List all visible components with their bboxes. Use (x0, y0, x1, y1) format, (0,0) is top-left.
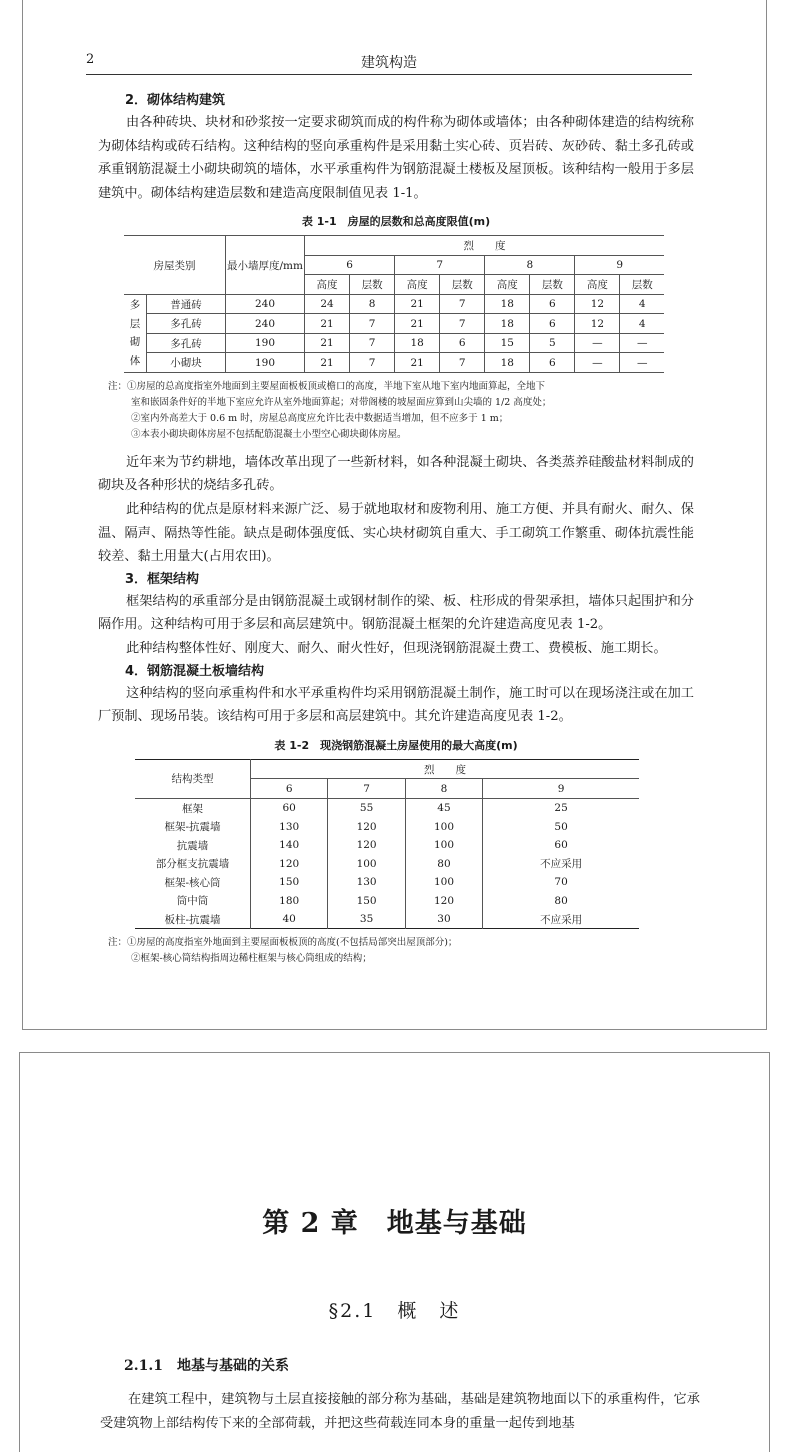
table-row (124, 294, 664, 314)
table1-cell: 7 (350, 333, 395, 353)
table1-subheader: 高度 (575, 275, 620, 295)
note-line: ②室内外高差大于 0.6 m 时，房屋总高度应允许比表中数据适当增加，但不应多于 1 m； (131, 412, 509, 424)
table1 (124, 235, 664, 373)
table1-cell: 7 (350, 314, 395, 334)
table1-cell: 21 (305, 333, 350, 353)
table2-cell: 框架 (135, 798, 251, 817)
note-line: ③本表小砌块砌体房屋不包括配筋混凝土小型空心砌块砌体房屋。 (131, 428, 407, 440)
table2-cell: 框架-抗震墙 (135, 817, 251, 836)
table-row (124, 333, 664, 353)
table2-cell: 45 (405, 798, 482, 817)
table2-cell: 100 (405, 836, 482, 855)
table1-intensity: 7 (395, 255, 485, 275)
table2-cell: 100 (405, 873, 482, 892)
table2-cell: 140 (251, 836, 328, 855)
table2-cell: 80 (405, 854, 482, 873)
table1-cell: — (620, 333, 664, 353)
table2-cell: 部分框支抗震墙 (135, 854, 251, 873)
table2-notes (108, 935, 694, 967)
table2-cell: 抗震墙 (135, 836, 251, 855)
table-row (135, 910, 639, 929)
table1-cell: 4 (620, 294, 664, 314)
table1-cell: 多孔砖 (147, 314, 226, 334)
table2-cell: 130 (328, 873, 405, 892)
group-char: 多 (129, 299, 141, 312)
table1-header-thickness: 最小墙厚度/mm (226, 236, 305, 295)
table2-intensity: 9 (483, 779, 639, 799)
table2-cell: 50 (483, 817, 639, 836)
subsection-title: 2.1.1 地基与基础的关系 (124, 1358, 289, 1374)
table1-cell: 18 (485, 353, 530, 373)
table2-cell: 120 (251, 854, 328, 873)
group-char: 体 (129, 354, 141, 367)
table2-intensity: 7 (328, 779, 405, 799)
table2-cell: 60 (483, 836, 639, 855)
table1-cell: 8 (350, 294, 395, 314)
table1-cell: 24 (305, 294, 350, 314)
table1-cell: 21 (395, 314, 440, 334)
table2-cell: 100 (328, 854, 405, 873)
table2-cell: 100 (405, 817, 482, 836)
note-line: 注：①房屋的总高度指室外地面到主要屋面板板顶或檐口的高度，半地下室从地下室内地面算起，全地下 (108, 380, 546, 392)
table2-cell: 25 (483, 798, 639, 817)
table-row (135, 836, 639, 855)
note-line: 室和嵌固条件好的半地下室应允许从室外地面算起；对带阁楼的坡屋面应算到山尖墙的 1/2 高度处； (131, 396, 552, 408)
table-row (135, 891, 639, 910)
group-char: 层 (129, 317, 141, 330)
table1-intensity: 8 (485, 255, 575, 275)
table1-cell: 15 (485, 333, 530, 353)
table1-cell: 21 (305, 353, 350, 373)
table1-header-intensity: 烈 度 (305, 236, 665, 256)
running-title: 建筑构造 (361, 55, 417, 71)
paragraph: 近年来为节约耕地，墙体改革出现了一些新材料，如各种混凝土砌块、各类蒸养硅酸盐材料制成的砌块及各种形状的烧结多孔砖。 (98, 454, 694, 494)
table1-cell: 7 (440, 314, 485, 334)
table1-header-type: 房屋类别 (124, 236, 226, 295)
table2-cell: 120 (328, 817, 405, 836)
table-row (135, 854, 639, 873)
table1-subheader: 层数 (620, 275, 664, 295)
page-number: 2 (86, 52, 95, 67)
table-row (124, 314, 664, 334)
table1-cell: — (575, 333, 620, 353)
table1-cell: 6 (530, 294, 575, 314)
table1-cell: 240 (226, 314, 305, 334)
table2-header-intensity: 烈 度 (251, 759, 640, 779)
table1-cell: 6 (530, 314, 575, 334)
table2-cell: 30 (405, 910, 482, 929)
table1-cell: 6 (530, 353, 575, 373)
paragraph: 这种结构的竖向承重构件和水平承重构件均采用钢筋混凝土制作，施工时可以在现场浇注或在加工厂预制、现场吊装。该结构可用于多层和高层建筑中。其允许建造高度见表 1-2。 (98, 685, 694, 725)
table1-subheader: 层数 (530, 275, 575, 295)
table1-cell: 18 (485, 294, 530, 314)
page-1-content (98, 90, 694, 975)
note-line: 注：①房屋的高度指室外地面到主要屋面板板顶的高度(不包括局部突出屋顶部分)； (108, 937, 458, 949)
table1-cell: 21 (395, 294, 440, 314)
paragraph: 此种结构的优点是原材料来源广泛、易于就地取材和废物利用、施工方便、并具有耐火、耐久、保温、隔声、隔热等性能。缺点是砌体强度低、实心块材砌筑自重大、手工砌筑工作繁重、砌体抗震性能较差、黏土用量大(占用农田)。 (98, 502, 694, 565)
table2-cell: 框架-核心筒 (135, 873, 251, 892)
table2-cell: 板柱-抗震墙 (135, 910, 251, 929)
table2-intensity: 6 (251, 779, 328, 799)
table2-cell: 150 (328, 891, 405, 910)
table-row (135, 798, 639, 817)
heading-shearwall: 4．钢筋混凝土板墙结构 (125, 663, 265, 679)
paragraph: 框架结构的承重部分是由钢筋混凝土或钢材制作的梁、板、柱形成的骨架承担，墙体只起围护和分隔作用。这种结构可用于多层和高层建筑中。钢筋混凝土框架的允许建造高度见表 1-2。 (98, 593, 694, 633)
table1-cell: 小砌块 (147, 353, 226, 373)
table1-intensity: 9 (575, 255, 664, 275)
table2-cell: 60 (251, 798, 328, 817)
running-header (86, 52, 692, 75)
table2-cell: 55 (328, 798, 405, 817)
table2 (135, 759, 639, 930)
paragraph: 在建筑工程中，建筑物与土层直接接触的部分称为基础，基础是建筑物地面以下的承重构件，它承受建筑物上部结构传下来的全部荷载，并把这些荷载连同本身的重量一起传到地基 (100, 1392, 700, 1431)
table2-intensity: 8 (405, 779, 482, 799)
note-line: ②框架-核心筒结构指周边稀柱框架与核心筒组成的结构； (131, 953, 372, 965)
group-char: 砌 (129, 336, 141, 349)
table1-cell: 7 (440, 353, 485, 373)
table2-cell: 不应采用 (483, 910, 639, 929)
table1-cell: 5 (530, 333, 575, 353)
table1-notes (108, 379, 694, 443)
table1-cell: 18 (395, 333, 440, 353)
table1-cell: — (620, 353, 664, 373)
table2-cell: 150 (251, 873, 328, 892)
table2-cell: 120 (328, 836, 405, 855)
section-title: §2.1 概 述 (328, 1300, 461, 1322)
table1-cell: 190 (226, 353, 305, 373)
table1-cell: 12 (575, 294, 620, 314)
table2-cell: 70 (483, 873, 639, 892)
table1-cell: 6 (440, 333, 485, 353)
table1-cell: — (575, 353, 620, 373)
page-2 (19, 1052, 770, 1452)
table2-cell: 80 (483, 891, 639, 910)
table1-cell: 普通砖 (147, 294, 226, 314)
table1-cell: 多孔砖 (147, 333, 226, 353)
table2-caption: 表 1-2 现浇钢筋混凝土房屋使用的最大高度(m) (274, 738, 518, 752)
table1-cell: 7 (440, 294, 485, 314)
table1-intensity: 6 (305, 255, 395, 275)
table-row (135, 817, 639, 836)
table1-group-label (124, 294, 147, 372)
table1-cell: 4 (620, 314, 664, 334)
table1-cell: 240 (226, 294, 305, 314)
table1-cell: 18 (485, 314, 530, 334)
heading-frame: 3．框架结构 (125, 571, 200, 587)
paragraph: 由各种砖块、块材和砂浆按一定要求砌筑而成的构件称为砌体或墙体；由各种砌体建造的结构统称为砌体结构或砖石结构。这种结构的竖向承重构件是采用黏土实心砖、页岩砖、灰砂砖、黏土多孔砖或承重钢筋混凝土小砌块砌筑的墙体，水平承重构件为钢筋混凝土楼板及屋顶板。该种结构一般用于多层建筑中。砌体结构建造层数和建造高度限制值见表 1-1。 (98, 115, 694, 201)
table1-subheader: 高度 (305, 275, 350, 295)
heading-masonry: 2．砌体结构建筑 (125, 93, 226, 108)
table2-cell: 180 (251, 891, 328, 910)
table1-caption: 表 1-1 房屋的层数和总高度限值(m) (301, 215, 491, 229)
table2-cell: 35 (328, 910, 405, 929)
table1-subheader: 高度 (395, 275, 440, 295)
paragraph: 此种结构整体性好、刚度大、耐久、耐火性好，但现浇钢筋混凝土费工、费模板、施工期长。 (126, 641, 667, 657)
table1-cell: 190 (226, 333, 305, 353)
table2-cell: 130 (251, 817, 328, 836)
table1-subheader: 高度 (485, 275, 530, 295)
table1-subheader: 层数 (350, 275, 395, 295)
table1-cell: 21 (305, 314, 350, 334)
page-2-body (100, 1388, 700, 1435)
table1-subheader: 层数 (440, 275, 485, 295)
table2-cell: 不应采用 (483, 854, 639, 873)
table1-cell: 7 (350, 353, 395, 373)
table-row (135, 873, 639, 892)
table1-cell: 21 (395, 353, 440, 373)
table2-cell: 40 (251, 910, 328, 929)
table2-cell: 120 (405, 891, 482, 910)
chapter-title: 第 2 章 地基与基础 (262, 1208, 527, 1239)
table2-cell: 筒中筒 (135, 891, 251, 910)
table2-header-type: 结构类型 (135, 759, 251, 798)
table-row (124, 353, 664, 373)
table1-cell: 12 (575, 314, 620, 334)
